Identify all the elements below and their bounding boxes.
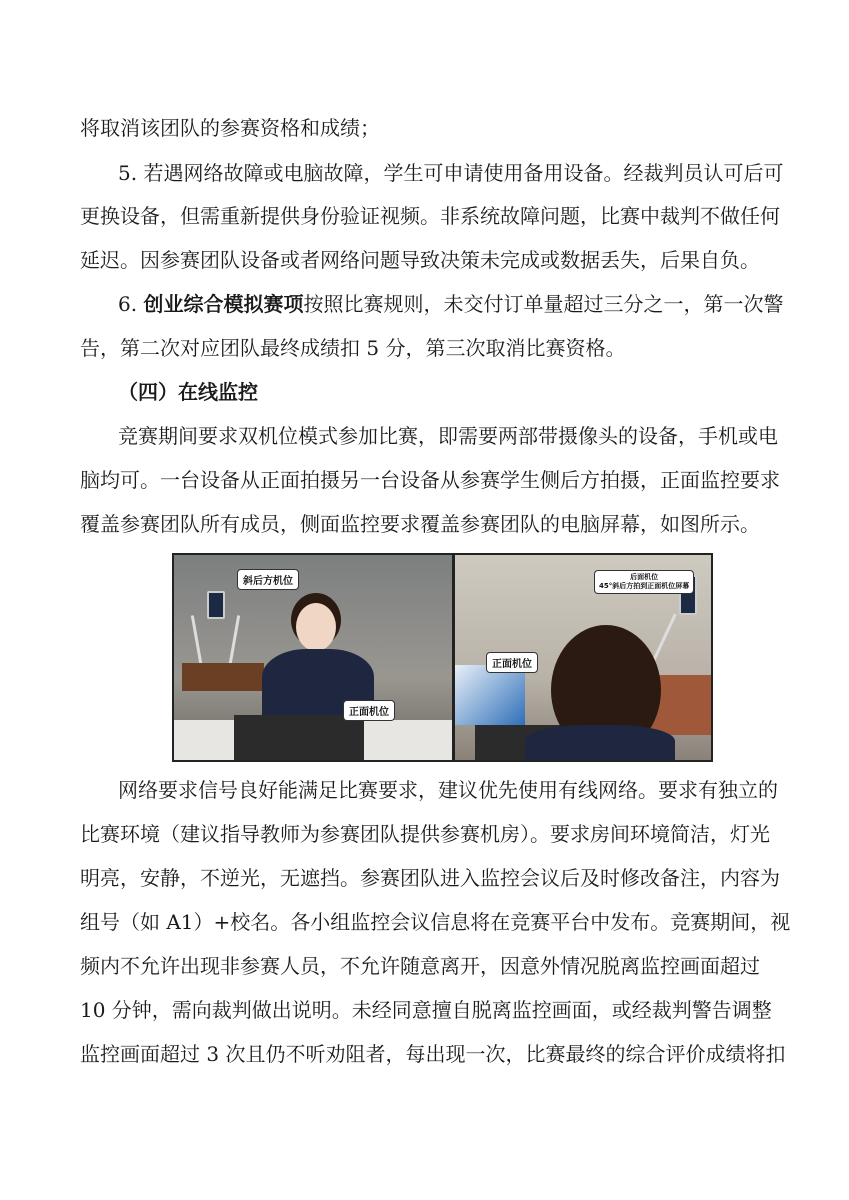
monitoring-setup-photo — [172, 553, 713, 762]
section-heading: （四）在线监控 — [118, 380, 258, 404]
paragraph-line: 覆盖参赛团队所有成员，侧面监控要求覆盖参赛团队的电脑屏幕，如图所示。 — [80, 512, 760, 536]
paragraph-line — [0, 288, 849, 320]
rear-view-panel — [455, 555, 711, 760]
laptop-screen — [455, 665, 525, 725]
paragraph-line: 10 分钟，需向裁判做出说明。未经同意擅自脱离监控画面，或经裁判警告调整 — [80, 998, 772, 1022]
camera-label-rear-note — [595, 571, 693, 593]
laptop-icon — [234, 715, 364, 760]
phone-icon — [207, 591, 225, 619]
item-number: 6. — [118, 292, 144, 316]
paragraph-line: 明亮，安静，不逆光，无遮挡。参赛团队进入监控会议后及时修改备注，内容为 — [80, 866, 780, 890]
paragraph-line: 网络要求信号良好能满足比赛要求，建议优先使用有线网络。要求有独立的 — [118, 778, 778, 802]
front-view-panel — [174, 555, 452, 760]
paragraph-line: 延迟。因参赛团队设备或者网络问题导致决策未完成或数据丢失，后果自负。 — [80, 248, 760, 272]
line-text: 按照比赛规则，未交付订单量超过三分之一，第一次警 — [303, 292, 784, 316]
paragraph-line: 告，第二次对应团队最终成绩扣 5 分，第三次取消比赛资格。 — [80, 336, 626, 360]
paragraph-line: 更换设备，但需重新提供身份验证视频。非系统故障问题，比赛中裁判不做任何 — [80, 204, 780, 228]
camera-label-front: 正面机位 — [344, 701, 394, 720]
paragraph-line: 频内不允许出现非参赛人员，不允许随意离开，因意外情况脱离监控画面超过 — [80, 954, 760, 978]
side-table — [182, 663, 264, 691]
paragraph-line: 比赛环境（建议指导教师为参赛团队提供参赛机房）。要求房间环境简洁，灯光 — [80, 822, 770, 846]
paragraph-line: 将取消该团队的参赛资格和成绩； — [80, 116, 380, 140]
paragraph-line: 5. 若遇网络故障或电脑故障，学生可申请使用备用设备。经裁判员认可后可 — [118, 161, 784, 185]
paragraph-line: 竞赛期间要求双机位模式参加比赛，即需要两部带摄像头的设备，手机或电 — [118, 424, 778, 448]
paragraph-line: 监控画面超过 3 次且仍不听劝阻者，每出现一次，比赛最终的综合评价成绩将扣 — [80, 1042, 786, 1066]
bold-term: 创业综合模拟赛项 — [143, 292, 304, 316]
camera-label-front: 正面机位 — [487, 653, 537, 672]
label-line: 45°斜后方拍到正面机位屏幕 — [599, 582, 690, 590]
paragraph-line: 组号（如 A1）+校名。各小组监控会议信息将在竞赛平台中发布。竞赛期间，视 — [80, 910, 791, 934]
label-line: 后面机位 — [630, 573, 659, 581]
person-face — [296, 603, 336, 651]
camera-label-rear: 斜后方机位 — [238, 570, 298, 589]
paragraph-line: 脑均可。一台设备从正面拍摄另一台设备从参赛学生侧后方拍摄，正面监控要求 — [80, 468, 780, 492]
person-body — [525, 725, 675, 760]
